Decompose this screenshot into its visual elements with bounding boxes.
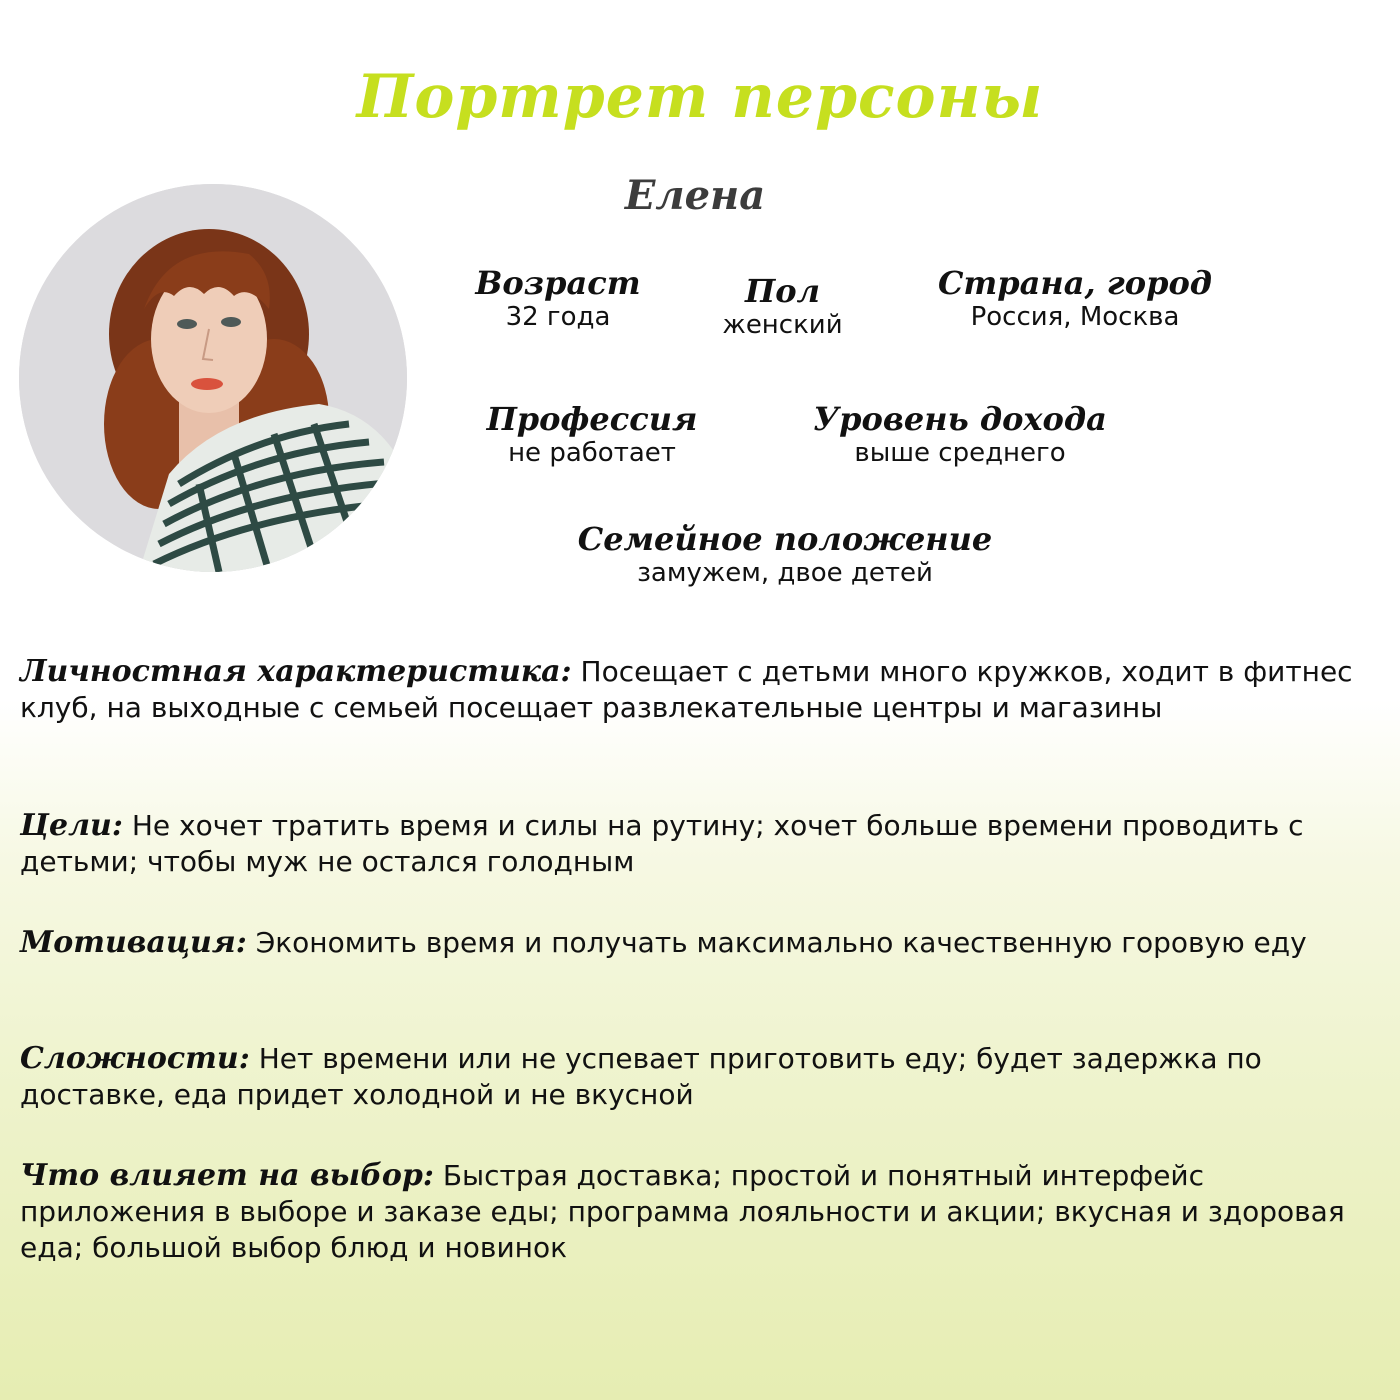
section-difficulties-label: Сложности: xyxy=(20,1041,250,1076)
field-age-label: Возраст xyxy=(475,264,641,302)
section-personality xyxy=(20,654,1370,726)
page-title: Портрет персоны xyxy=(356,62,1044,132)
section-goals-text: Не хочет тратить время и силы на рутину; хочет больше времени проводить с детьми; чтобы муж не остался голодным xyxy=(20,809,1304,878)
section-motivation xyxy=(20,925,1370,961)
field-location-value: Россия, Москва xyxy=(970,302,1180,332)
section-difficulties xyxy=(20,1041,1370,1113)
field-family-label: Семейное положение xyxy=(577,520,993,558)
field-income xyxy=(810,400,1110,468)
section-motivation-label: Мотивация: xyxy=(20,925,247,960)
section-goals-label: Цели: xyxy=(20,808,123,843)
field-profession-label: Профессия xyxy=(486,400,698,438)
field-gender-value: женский xyxy=(722,310,843,340)
field-family xyxy=(560,520,1010,588)
field-location xyxy=(925,264,1225,332)
persona-name: Елена xyxy=(624,172,766,219)
section-choice-factors xyxy=(20,1158,1370,1266)
section-difficulties-text: Нет времени или не успевает приготовить еду; будет задержка по доставке, еда придет холодной и не вкусной xyxy=(20,1042,1262,1111)
field-location-label: Страна, город xyxy=(937,264,1213,302)
persona-avatar xyxy=(19,184,407,572)
field-age xyxy=(458,264,658,332)
field-gender-label: Пол xyxy=(745,272,820,310)
section-personality-label: Личностная характеристика: xyxy=(20,654,572,689)
person-portrait-icon xyxy=(19,184,407,572)
field-profession-value: не работает xyxy=(508,438,676,468)
field-income-value: выше среднего xyxy=(854,438,1066,468)
field-age-value: 32 года xyxy=(505,302,611,332)
section-choice-factors-text: Быстрая доставка; простой и понятный интерфейс приложения в выборе и заказе еды; программа лояльности и акции; вкусная и здоровая еда; большой выбор блюд и новинок xyxy=(20,1159,1345,1264)
field-family-value: замужем, двое детей xyxy=(637,558,933,588)
field-profession xyxy=(462,400,722,468)
section-personality-text: Посещает с детьми много кружков, ходит в фитнес клуб, на выходные с семьей посещает развлекательные центры и магазины xyxy=(20,655,1353,724)
field-gender xyxy=(700,272,865,340)
section-choice-factors-label: Что влияет на выбор: xyxy=(20,1158,434,1193)
field-income-label: Уровень дохода xyxy=(813,400,1107,438)
section-goals xyxy=(20,808,1370,880)
section-motivation-text: Экономить время и получать максимально качественную горовую еду xyxy=(255,926,1307,959)
